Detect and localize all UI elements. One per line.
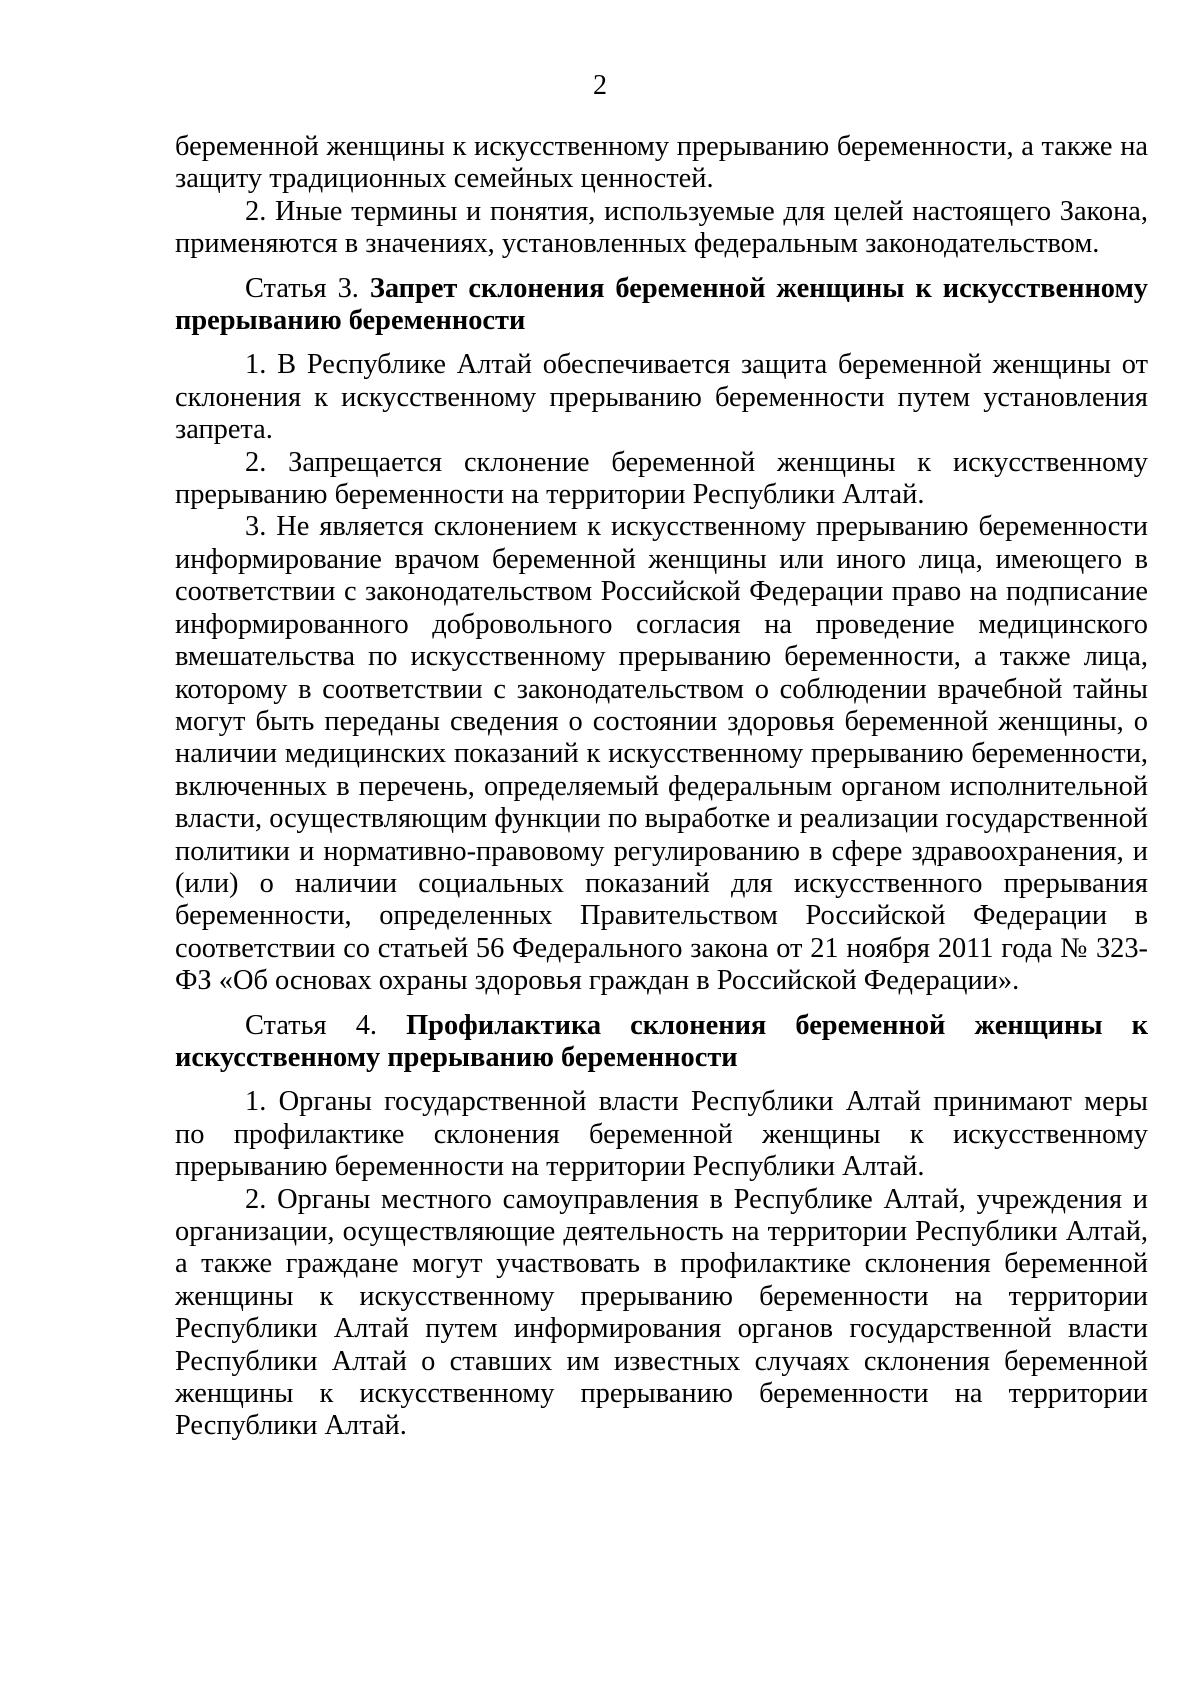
article-4-item1: 1. Органы государственной власти Республики Алтай принимают меры по профилактике склонения беременной женщины к искусственному прерыванию беременности на территории Республики Алтай. <box>175 1086 1148 1183</box>
article-3-item2: 2. Запрещается склонение беременной женщины к искусственному прерыванию беременности на территории Республики Алтай. <box>175 446 1148 511</box>
article-3-title: Запрет склонения беременной женщины к искусственному прерыванию беременности <box>175 272 1148 337</box>
article-3-heading <box>175 273 1148 338</box>
document-body <box>175 131 1148 1443</box>
article-3-item1: 1. В Республике Алтай обеспечивается защита беременной женщины от склонения к искусственному прерыванию беременности путем установления запрета. <box>175 349 1148 446</box>
paragraph-article2-item2: 2. Иные термины и понятия, используемые для целей настоящего Закона, применяются в значениях, установленных федеральным законодательством. <box>175 195 1148 260</box>
article-4-prefix: Статья 4. <box>245 1009 407 1041</box>
article-4-heading <box>175 1010 1148 1075</box>
page-number: 2 <box>593 70 607 101</box>
article-4-title: Профилактика склонения беременной женщины к искусственному прерыванию беременности <box>175 1009 1148 1073</box>
paragraph-continuation: беременной женщины к искусственному прерыванию беременности, а также на защиту традиционных семейных ценностей. <box>175 131 1148 195</box>
article-4-item2: 2. Органы местного самоуправления в Республике Алтай, учреждения и организации, осуществляющие деятельность на территории Республики Алтай, а также граждане могут участвовать в профилактике склонения беременной женщины к искусственному прерыванию беременности на территории Республики Алтай путем информирования органов государственной власти Республики Алтай о ставших им известных случаях склонения беременной женщины к искусственному прерыванию беременности на территории Республики Алтай. <box>175 1183 1148 1442</box>
article-3-item3: 3. Не является склонением к искусственному прерыванию беременности информирование врачом беременной женщины или иного лица, имеющего в соответствии с законодательством Российской Федерации право на подписание информированного добровольного согласия на проведение медицинского вмешательства по искусственному прерыванию беременности, а также лица, которому в соответствии с законодательством о соблюдении врачебной тайны могут быть переданы сведения о состоянии здоровья беременной женщины, о наличии медицинских показаний к искусственному прерыванию беременности, включенных в перечень, определяемый федеральным органом исполнительной власти, осуществляющим функции по выработке и реализации государственной политики и нормативно-правовому регулированию в сфере здравоохранения, и (или) о наличии социальных показаний для искусственного прерывания беременности, определенных Правительством Российской Федерации в соответствии со статьей 56 Федерального закона от 21 ноября 2011 года № 323-ФЗ «Об основах охраны здоровья граждан в Российской Федерации». <box>175 511 1148 997</box>
article-3-prefix: Статья 3. <box>245 272 370 304</box>
